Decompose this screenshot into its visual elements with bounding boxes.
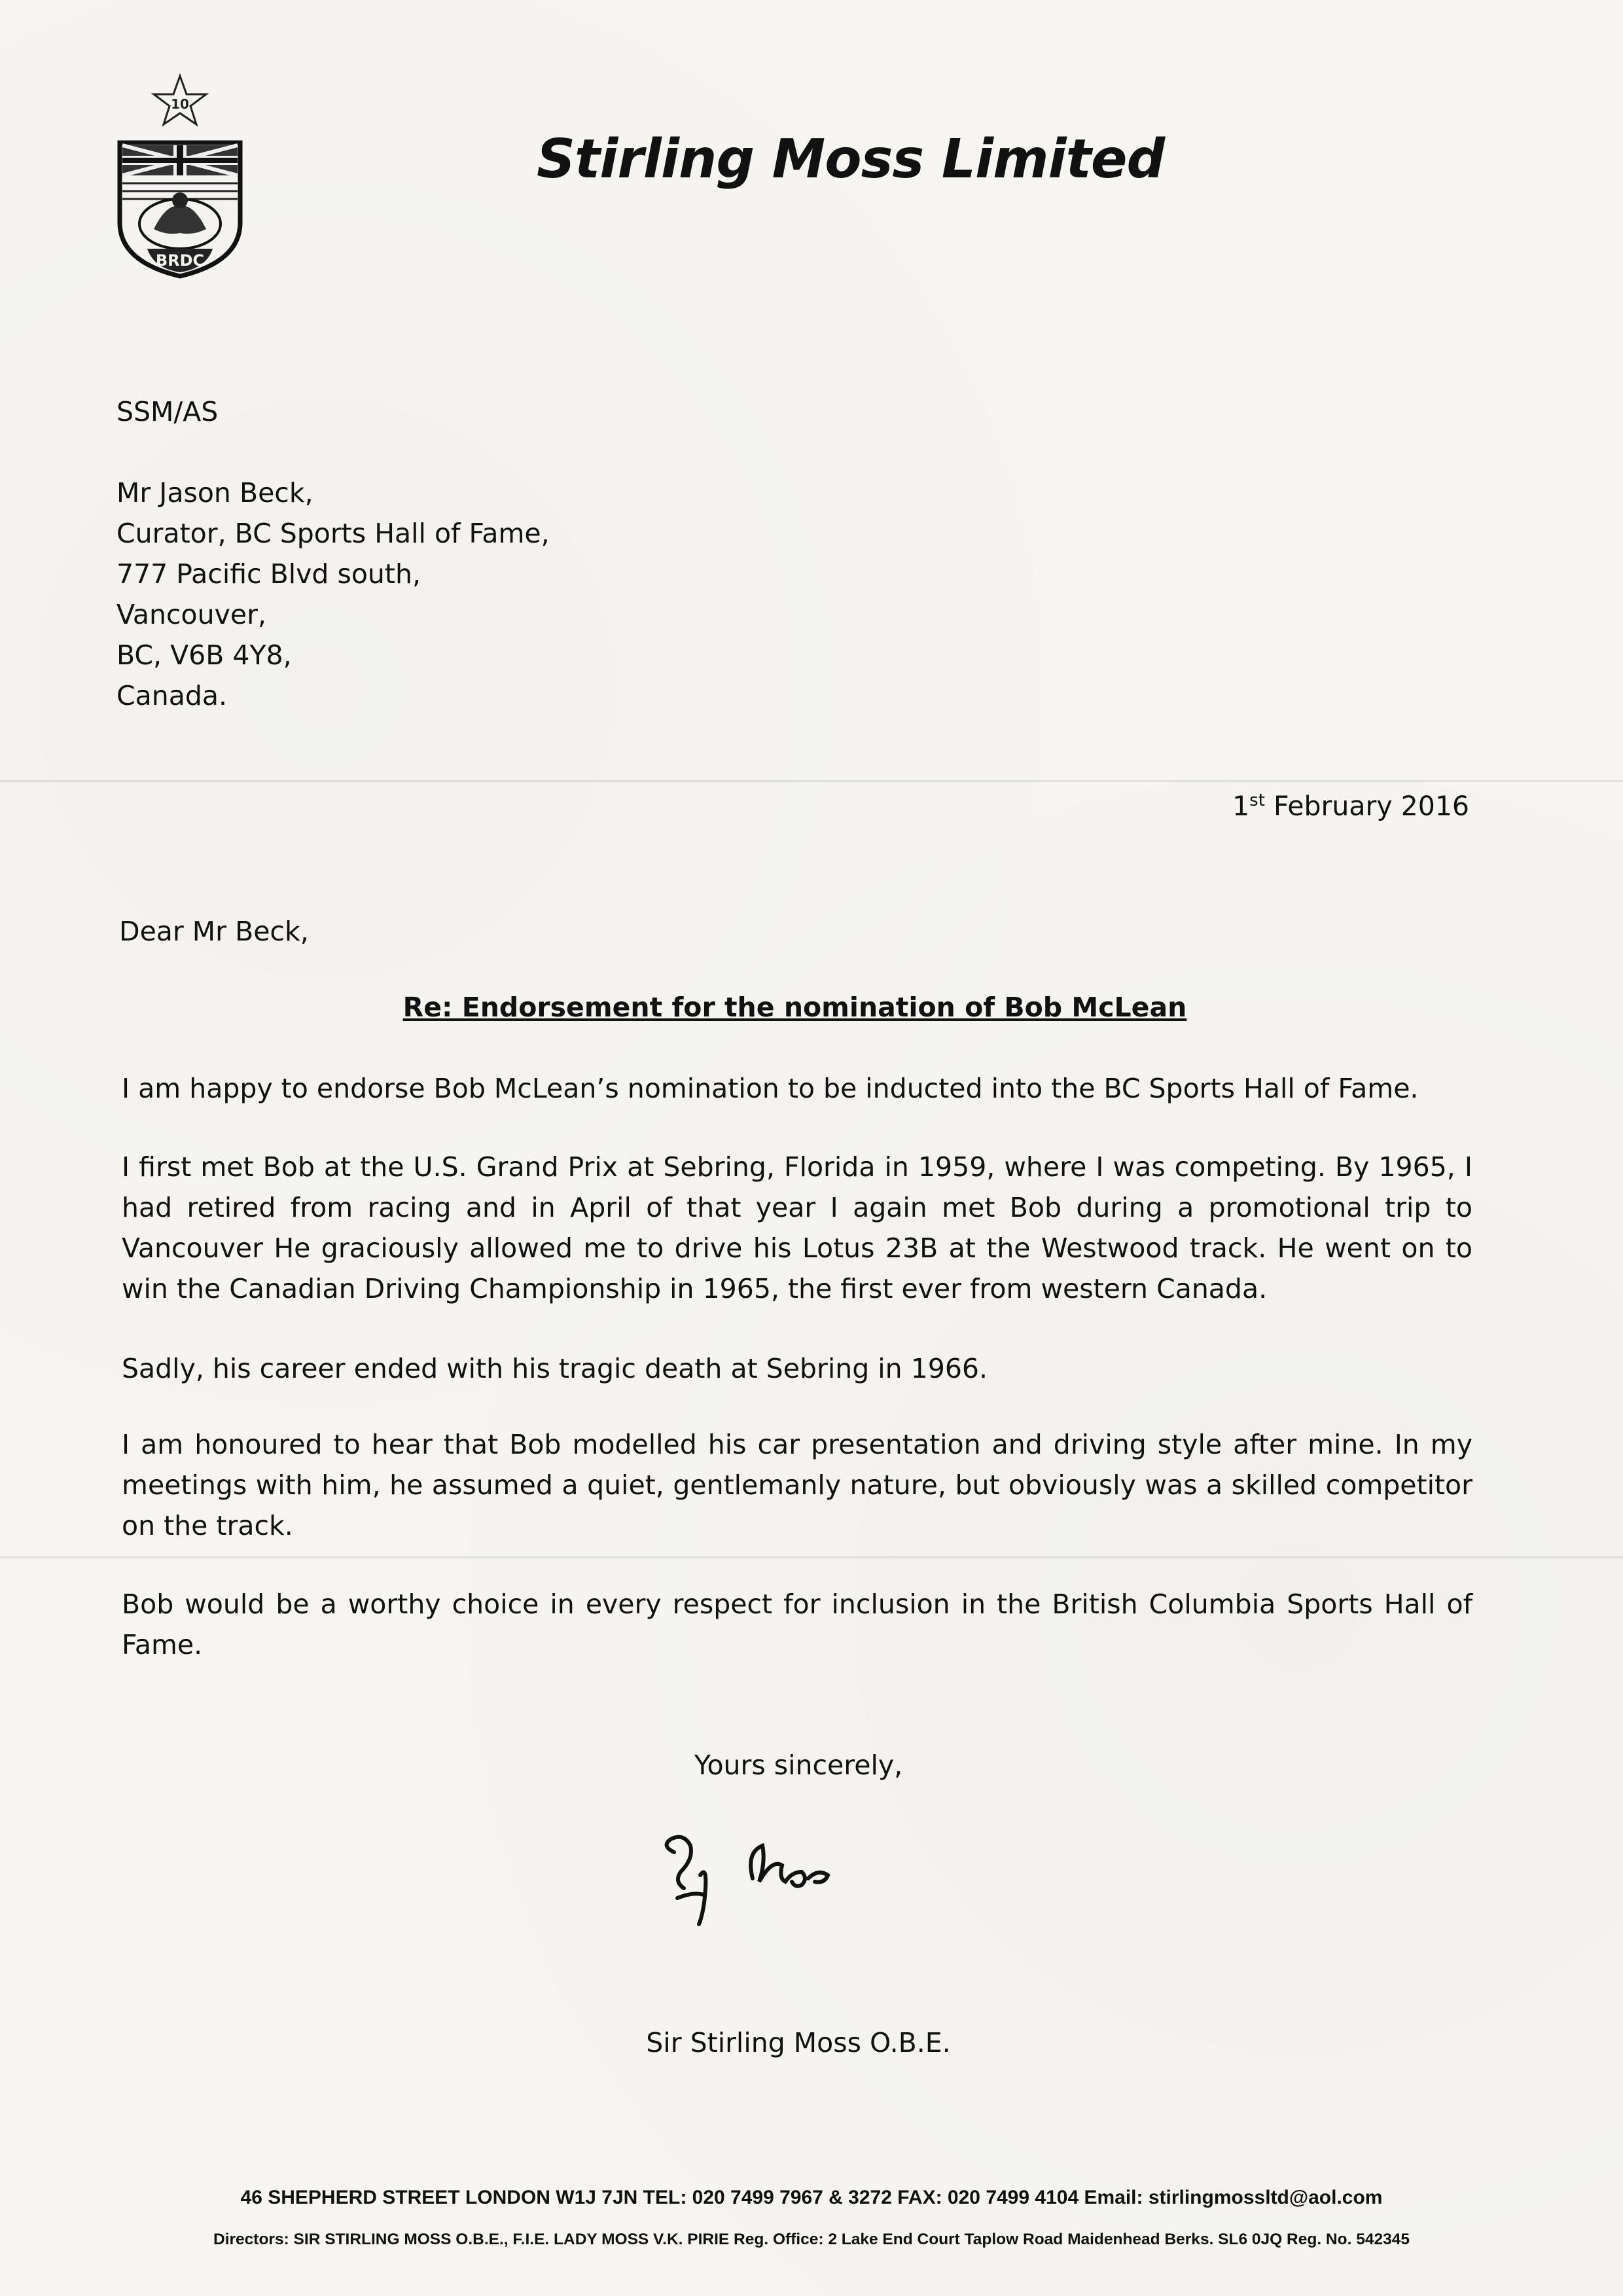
footer-address: 46 SHEPHERD STREET LONDON W1J 7JN TEL: 020 7499 7967 & 3272 FAX: 020 7499 4104 Email: stirlingmossltd@aol.com [240, 2187, 1383, 2208]
company-name: Stirling Moss Limited [537, 128, 1165, 190]
subject-line: Re: Endorsement for the nomination of Bob McLean [402, 992, 1187, 1023]
address-line: 777 Pacific Blvd south, [116, 558, 421, 590]
body-paragraph: I am honoured to hear that Bob modelled his car presentation and driving style after mine. In my meetings with him, he assumed a quiet, gentlemanly nature, but obviously was a skilled competitor on the track. [122, 1429, 1472, 1541]
signer-name: Sir Stirling Moss O.B.E. [646, 2027, 951, 2058]
letter-date [1047, 780, 1469, 827]
body-paragraph: I am happy to endorse Bob McLean’s nomination to be inducted into the BC Sports Hall of Fame. [122, 1073, 1419, 1104]
svg-text:10: 10 [171, 96, 189, 112]
salutation: Dear Mr Beck, [119, 916, 309, 947]
address-line: Curator, BC Sports Hall of Fame, [116, 518, 550, 549]
body-paragraph: I first met Bob at the U.S. Grand Prix at Sebring, Florida in 1959, where I was competing. By 1965, I had retired from racing and in April of that year I again met Bob during a promotional trip to Vancouver He graciously allowed me to drive his Lotus 23B at the Westwood track. He went on to win the Canadian Driving Championship in 1965, the first ever from western Canada. [122, 1151, 1472, 1304]
handwritten-signature-icon [654, 1826, 870, 1931]
crest-emblem-text: BRDC [155, 251, 205, 270]
address-line: Mr Jason Beck, [116, 477, 313, 509]
reference-code: SSM/AS [116, 396, 219, 427]
body-paragraph: Bob would be a worthy choice in every respect for inclusion in the British Columbia Sports Hall of Fame. [122, 1588, 1472, 1660]
closing-line: Yours sincerely, [694, 1749, 903, 1781]
footer-directors: Directors: SIR STIRLING MOSS O.B.E., F.I.E. LADY MOSS V.K. PIRIE Reg. Office: 2 Lake End Court Taplow Road Maidenhead Berks. SL6 0JQ Reg. No. 542345 [213, 2231, 1410, 2248]
body-paragraph: Sadly, his career ended with his tragic death at Sebring in 1966. [122, 1353, 988, 1384]
recipient-address [116, 473, 550, 716]
paper-fold-line [0, 1556, 1623, 1558]
address-line: Vancouver, [116, 599, 266, 630]
brdc-crest-icon [115, 72, 245, 281]
date-ordinal: st [1249, 791, 1265, 810]
date-day: 1 [1232, 790, 1250, 822]
address-line: Canada. [116, 680, 228, 711]
address-line: BC, V6B 4Y8, [116, 639, 292, 671]
date-month-year: February 2016 [1264, 790, 1469, 822]
